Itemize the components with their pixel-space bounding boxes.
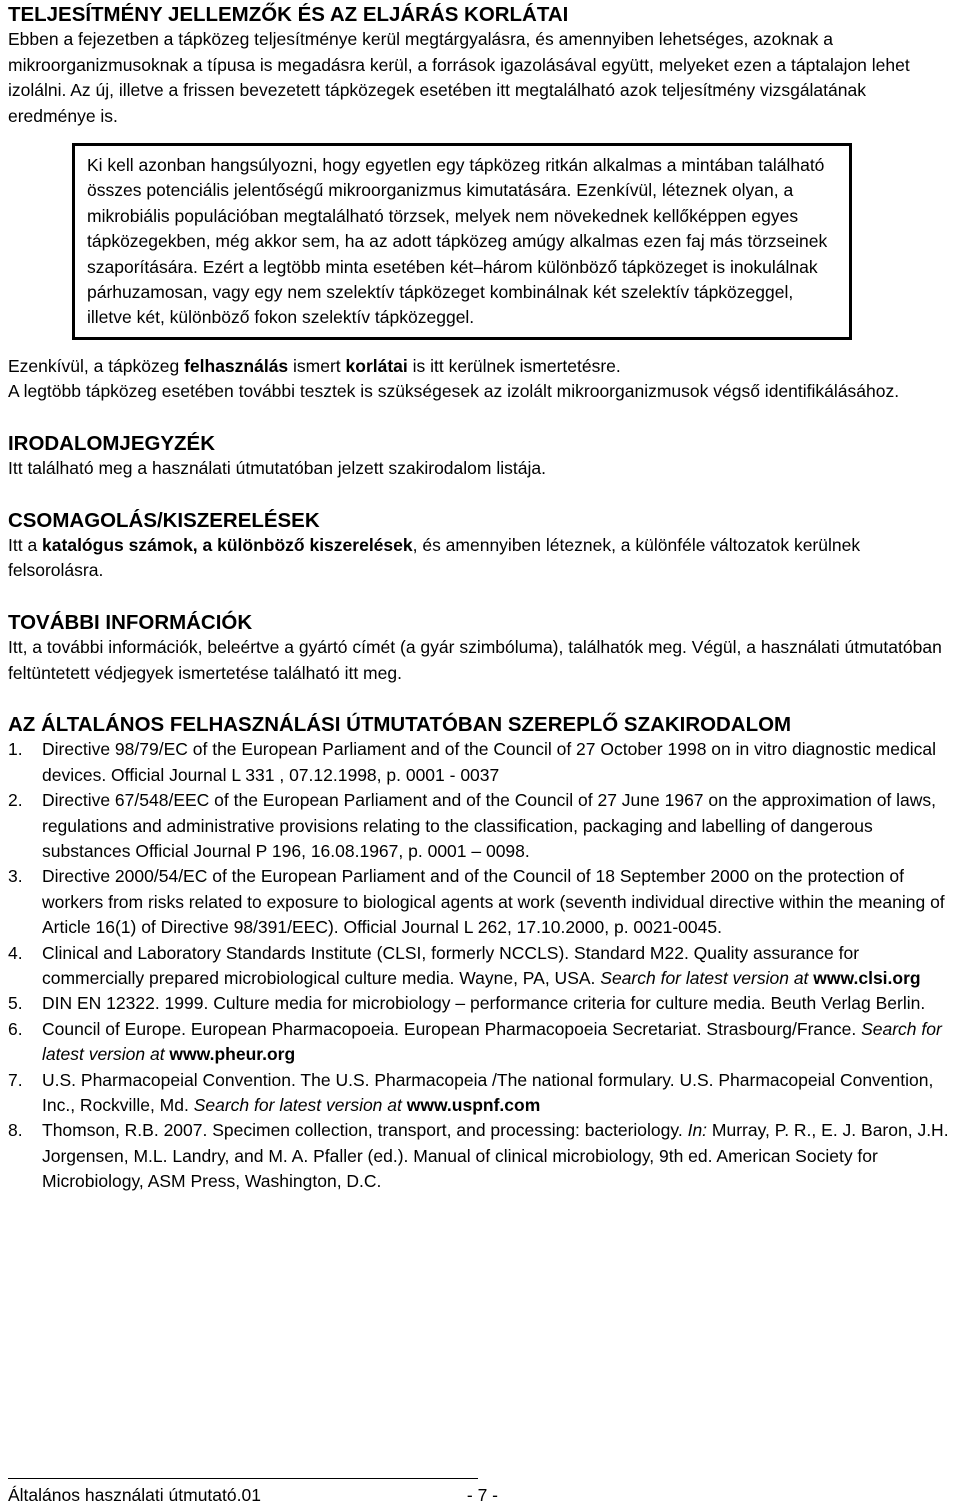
pheur-link[interactable]: www.pheur.org [169,1044,296,1065]
bibliography-text: Itt található meg a használati útmutatóban jelzett szakirodalom listája. [8,458,546,479]
performance-paragraph: Ebben a fejezetben a tápközeg teljesítménye kerül megtárgyalásra, és amennyiben lehetséges, azoknak a mikroorganizmusoknak a típusa is megadásra kerül, a források igazolásával együtt, melyeket ezen a táptalajon lehet izolálni. Az új, illetve a frissen bevezetett tápközegek esetében itt megtalálható azok teljesítmény vizsgálatának eredménye is. [8,29,910,126]
further-info-heading: TOVÁBBI INFORMÁCIÓK [8,610,253,634]
reference-list [8,737,952,1194]
reference-item: 6. Council of Europe. European Pharmacopoeia. European Pharmacopoeia Secretariat. Strasbourg/France. Search for latest version at www.pheur.org [8,1018,942,1065]
limits-paragraph: Ezenkívül, a tápközeg felhasználás ismert korlátai is itt kerülnek ismertetésre. [8,355,621,376]
reference-item: 3. Directive 2000/54/EC of the European Parliament and of the Council of 18 September 2000 on the protection of workers from risks related to exposure to biological agents at work (seventh individual directive within the meaning of Article 16(1) of Directive 98/391/EEC). Official Journal L 262, 17.10.2000, p. 0021-0045. [8,866,945,938]
uspnf-link[interactable]: www.uspnf.com [406,1095,541,1116]
document-page [8,2,952,1195]
clsi-link[interactable]: www.clsi.org [813,968,921,988]
bibliography-heading: IRODALOMJEGYZÉK [8,431,215,455]
footer-document-title: Általános használati útmutató.01 [8,1485,261,1505]
reference-item: 8. Thomson, R.B. 2007. Specimen collection, transport, and processing: bacteriology. In: Murray, P. R., E. J. Baron, J.H. Jorgensen, M.L. Landry, and M. A. Pfaller (ed.). Manual of clinical microbiology, 9th ed. American Society for Microbiology, ASM Press, Washington, D.C. [8,1120,949,1192]
note-box-text: Ki kell azonban hangsúlyozni, hogy egyetlen egy tápközeg ritkán alkalmas a mintában található összes potenciális jelentőségű mikroorganizmus kimutatására. Ezenkívül, léteznek olyan, a mikrobiális populációban megtalálható törzsek, melyek nem növekednek kellőképpen egyes tápközegekben, még akkor sem, ha az adott tápközeg amúgy alkalmas ezen faj más törzseinek szaporítására. Ezért a legtöbb minta esetében két–három különböző tápközeget is inokulálnak párhuzamosan, vagy egy nem szelektív tápközeget kombinálnak két szelektív tápközeggel, illetve két, különböző fokon szelektív tápközeggel. [87,155,828,328]
catalog-numbers-term: katalógus számok, a különböző kiszerelések [42,534,413,555]
performance-heading: TELJESÍTMÉNY JELLEMZŐK ÉS AZ ELJÁRÁS KORLÁTAI [8,3,569,26]
reference-item: 4. Clinical and Laboratory Standards Institute (CLSI, formerly NCCLS). Standard M22. Quality assurance for commercially prepared microbiological culture media. Wayne, PA, USA. Search for latest version at www.clsi.org [8,942,921,988]
packaging-heading: CSOMAGOLÁS/KISZERELÉSEK [8,508,320,532]
reference-item: 5. DIN EN 12322. 1999. Culture media for microbiology – performance criteria for culture media. Beuth Verlag Berlin. [8,993,926,1014]
footer-page-number: - 7 - [466,1485,498,1505]
tests-paragraph: A legtöbb tápközeg esetében további tesztek is szükségesek az izolált mikroorganizmusok végső identifikálásához. [8,381,900,402]
reference-item: 7. U.S. Pharmacopeial Convention. The U.S. Pharmacopeia /The national formulary. U.S. Pharmacopeial Convention, Inc., Rockville, Md. Search for latest version at www.uspnf.com [8,1069,934,1116]
packaging-text: Itt a katalógus számok, a különböző kiszerelések, és amennyiben léteznek, a különféle változatok kerülnek felsorolásra. [8,534,861,581]
page-footer [8,1478,952,1508]
further-info-text: Itt, a további információk, beleértve a gyártó címét (a gyár szimbóluma), találhatók meg. Végül, a használati útmutatóban feltüntetett védjegyek ismertetése található itt meg. [8,637,942,683]
literature-heading: AZ ÁLTALÁNOS FELHASZNÁLÁSI ÚTMUTATÓBAN SZEREPLŐ SZAKIRODALOM [8,712,792,736]
limits-term: korlátai [345,355,408,376]
reference-item: 1. Directive 98/79/EC of the European Parliament and of the Council of 27 October 1998 on in vitro diagnostic medical devices. Official Journal L 331 , 07.12.1998, p. 0001 - 0037 [8,739,936,785]
footer-divider [8,1478,478,1479]
usage-term: felhasználás [184,355,289,376]
note-box [72,143,852,340]
reference-item: 2. Directive 67/548/EEC of the European Parliament and of the Council of 27 June 1967 on the approximation of laws, regulations and administrative provisions relating to the classification, packaging and labelling of dangerous substances Official Journal P 196, 16.08.1967, p. 0001 – 0098. [8,790,937,861]
